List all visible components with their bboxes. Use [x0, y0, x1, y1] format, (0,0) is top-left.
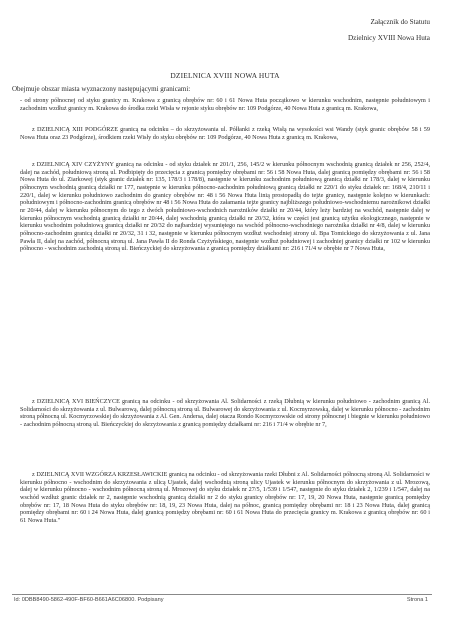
attachment-label: Załącznik do Statutu	[370, 18, 430, 26]
boundary-paragraph-bienczyce	[20, 398, 430, 429]
footer-divider	[12, 594, 432, 595]
paragraph-text: z DZIELNICĄ XIII PODGÓRZE granicą na odcinku – do skrzyżowania ul. Półłanki z rzeką Wisłą na wysokości wsi Wandy (styk granic obrębów 58 i 59 Nowa Huta oraz 23 Podgórze), środkiem rzeki Wisły do styku obrębów nr: 109 Podgórze, 40 Nowa Huta z granicą m. Krakowa,	[20, 126, 430, 141]
paragraph-text: z DZIELNICĄ XIV CZYŻYNY granicą na odcinku - od styku działek nr 201/1, 256, 145/2 w kierunku północnym wschodnią granicą działek nr 256, 252/4, dalej na zachód, południową stroną ul. Podbipięty do przecięcia z granicą pomiędzy obrębami nr: 56 i 58 Nowa Huta, dalej granicą pomiędzy obrębami nr: 56 i 58 Nowa Huta do ul. Ziarkowej (styk granic działek nr: 135, 178/3 i 178/8), następnie w kierunku zachodnim południową granicą działki nr 178/3, dalej w kierunku północnym wschodnią granicą działki nr 177, następnie w kierunku północno-zachodnim południową granicą działki nr 220/1 do styku działek nr: 168/4, 210/11 i 220/1, dalej w kierunku południowo zachodnim do granicy obrębów nr: 48 i 56 Nowa Huta linią prostopadłą do tejże granicy, następnie kolejno w kierunkach: południowym i północno-zachodnim granicą obrębów nr 48 i 56 Nowa Huta do załamania tejże granicy najbliższego południowo-wschodniemu narożnikowi działki nr 20/44, dalej w kierunku północnym do tego z dwóch południowo-wschodnich narożników działki nr 20/44, który leży bardziej na wschód, następnie dalej w kierunku północnym wschodnią granicą działki nr 20/44, dalej wschodnią granicą działki nr 20/32, która w części jest granicą użytku ekologicznego, następnie w kierunku wschodnim południową granicą działki nr 20/32 do najbardziej wysuniętego na wschód północno-wschodniego narożnika działki nr 4/8, dalej w kierunku północno-zachodnim granicą działki nr 20/32, 31 i 32, następnie w kierunku północnym wzdłuż wschodniej strony ul. Bpa Tomickiego do skrzyżowania z ul. Jana Pawła II, dalej na zachód, północną stroną ul. Jana Pawła II do Ronda Czyżyńskiego, następnie wzdłuż południowej i zachodniej granicy działki nr 102 w kierunku północno - wschodnim zachodnią stroną ul. Bieńczyckiej do skrzyżowania z granicą pomiędzy działkami nr: 216 i 71/4 w obrębie nr 7 Nowa Huta,	[20, 161, 430, 253]
paragraph-text: - od strony północnej od styku granicy m. Krakowa z granicą obrębów nr: 60 i 61 Nowa Huta początkowo w kierunku wschodnim, następnie południowym i zachodnim wzdłuż granicy m. Krakowa do środka rzeki Wisła w rejonie styku obrębów nr: 109 Podgórze, 40 Nowa Huta z granicą m. Krakowa,	[20, 97, 430, 112]
district-title: DZIELNICA XVIII NOWA HUTA	[170, 71, 280, 80]
boundary-paragraph-north	[20, 97, 430, 112]
document-signature-id: Id: 0DBB8490-5862-490F-BF60-B661A6C06800. Podpisany	[14, 597, 164, 603]
boundary-paragraph-czyzyny	[20, 161, 430, 253]
page-number: Strona 1	[406, 597, 428, 603]
boundary-paragraph-podgorze	[20, 126, 430, 141]
paragraph-text: z DZIELNICĄ XVI BIEŃCZYCE granicą na odcinku - od skrzyżowania Al. Solidarności z rzeką Dłubnią w kierunku południowo - zachodnim granicą Al. Solidarności do skrzyżowania z ul. Bulwarową, dalej północną stroną ul. Bulwarowej do skrzyżowania z ul. Kocmyrzowską, dalej w kierunku północno - zachodnim stroną północną ul. Kocmyrzowskiej do skrzyżowania z Al. Gen. Andersa, dalej otacza Rondo Kocmyrzowskie od strony północnej i biegnie w kierunku południowo - zachodnim północną stroną ul. Bieńczyckiej do skrzyżowania z granicą pomiędzy działkami nr: 216 i 71/4 w obrębie nr 7,	[20, 398, 430, 428]
statute-district-label: Dzielnicy XVIII Nowa Huta	[347, 34, 430, 42]
intro-text: Obejmuje obszar miasta wyznaczony następującymi granicami:	[12, 85, 191, 93]
boundary-paragraph-wzgorza	[20, 471, 430, 525]
paragraph-text: z DZIELNICĄ XVII WZGÓRZA KRZESŁAWICKIE granicą na odcinku - od skrzyżowania rzeki Dłubni z Al. Solidarności północną stroną Al. Solidarności w kierunku północno - wschodnim do skrzyżowania z ulicą Ujastek, dalej wschodnią stroną ulicy Ujastek w kierunku północnym do skrzyżowania z ul. Mrozową, dalej w kierunku północno - wschodnim północną stroną ul. Mrozowej do styku działek nr 27/5, 1/539 i 1/547, następnie do styku działek 2, 1/239 i 1/547, dalej na wschód wzdłuż granic działek nr 2, następnie wschodnią granicą działki nr 2 do styku granicy obrębów nr: 17, 19, 20 Nowa Huta, następnie granicą pomiędzy obrębów nr: 17, 18 Nowa Huta do styku obrębów nr: 18, 19, 23 Nowa Huta, dalej na północ, granicą pomiędzy obrębami nr: 18 i 23 Nowa Huta, dalej granicą pomiędzy obrębami nr: 60 i 24 Nowa Huta, dalej granicą pomiędzy obrębami nr: 60 i 61 Nowa Huta do przecięcia granicy m. Krakowa z granicą obrębów nr: 60 i 61 Nowa Huta."	[20, 471, 430, 524]
